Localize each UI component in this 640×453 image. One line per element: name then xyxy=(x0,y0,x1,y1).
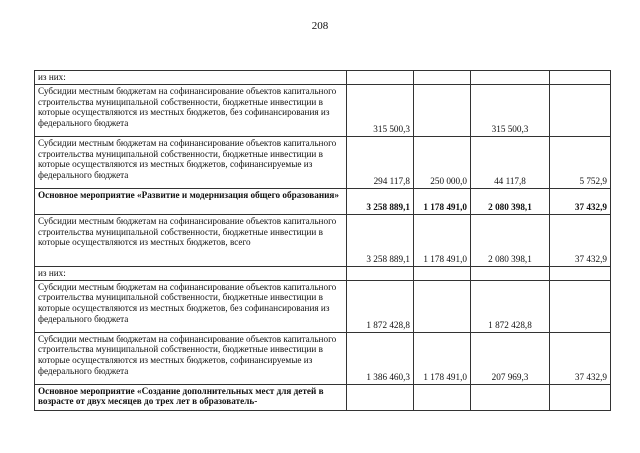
cell-regional: 1 872 428,8 xyxy=(471,280,550,332)
cell-local xyxy=(550,266,611,280)
cell-local xyxy=(550,384,611,410)
cell-federal: 1 178 491,0 xyxy=(414,214,471,266)
row-label: Субсидии местным бюджетам на софинансирование объектов капитального строительства муниципальной собственности, бюджетные инвестиции в которые осуществляются из местных бюджетов, софинансируемые из федерального бюджета xyxy=(35,332,347,384)
table-row xyxy=(35,332,611,384)
cell-total: 1 872 428,8 xyxy=(347,280,414,332)
cell-federal xyxy=(414,384,471,410)
row-label: из них: xyxy=(35,71,347,85)
cell-total: 315 500,3 xyxy=(347,84,414,136)
cell-federal xyxy=(414,71,471,85)
row-label: Субсидии местным бюджетам на софинансирование объектов капитального строительства муниципальной собственности, бюджетные инвестиции в которые осуществляются из местных бюджетов, без софинансирования из федерального бюджета xyxy=(35,280,347,332)
cell-local: 5 752,9 xyxy=(550,136,611,188)
row-label: из них: xyxy=(35,266,347,280)
cell-regional: 315 500,3 xyxy=(471,84,550,136)
row-label: Основное мероприятие «Создание дополнительных мест для детей в возрасте от двух месяцев до трех лет в образователь- xyxy=(35,384,347,410)
cell-federal: 1 178 491,0 xyxy=(414,332,471,384)
cell-total: 3 258 889,1 xyxy=(347,214,414,266)
row-label: Основное мероприятие «Развитие и модернизация общего образования» xyxy=(35,188,347,214)
table-row xyxy=(35,71,611,85)
cell-local: 37 432,9 xyxy=(550,214,611,266)
cell-total: 3 258 889,1 xyxy=(347,188,414,214)
page-bottom-margin xyxy=(34,412,610,453)
cell-local: 37 432,9 xyxy=(550,332,611,384)
cell-regional xyxy=(471,71,550,85)
cell-regional xyxy=(471,266,550,280)
row-label: Субсидии местным бюджетам на софинансирование объектов капитального строительства муниципальной собственности, бюджетные инвестиции в которые осуществляются из местных бюджетов, всего xyxy=(35,214,347,266)
table-row xyxy=(35,384,611,410)
table-row xyxy=(35,84,611,136)
cell-regional: 44 117,8 xyxy=(471,136,550,188)
cell-federal: 1 178 491,0 xyxy=(414,188,471,214)
cell-federal: 250 000,0 xyxy=(414,136,471,188)
cell-federal xyxy=(414,266,471,280)
cell-total xyxy=(347,384,414,410)
table-row xyxy=(35,136,611,188)
cell-total: 1 386 460,3 xyxy=(347,332,414,384)
row-label: Субсидии местным бюджетам на софинансирование объектов капитального строительства муниципальной собственности, бюджетные инвестиции в которые осуществляются из местных бюджетов, без софинансирования из федерального бюджета xyxy=(35,84,347,136)
cell-local: 37 432,9 xyxy=(550,188,611,214)
cell-regional xyxy=(471,384,550,410)
table-row xyxy=(35,214,611,266)
cell-total xyxy=(347,71,414,85)
cell-local xyxy=(550,84,611,136)
budget-table xyxy=(34,70,611,411)
cell-federal xyxy=(414,84,471,136)
cell-local xyxy=(550,280,611,332)
cell-regional: 2 080 398,1 xyxy=(471,188,550,214)
cell-federal xyxy=(414,280,471,332)
row-label: Субсидии местным бюджетам на софинансирование объектов капитального строительства муниципальной собственности, бюджетные инвестиции в которые осуществляются из местных бюджетов, софинансируемые из федерального бюджета xyxy=(35,136,347,188)
cell-local xyxy=(550,71,611,85)
cell-regional: 2 080 398,1 xyxy=(471,214,550,266)
table-row xyxy=(35,188,611,214)
cell-total xyxy=(347,266,414,280)
table-row xyxy=(35,280,611,332)
page-number: 208 xyxy=(311,20,329,32)
table-row xyxy=(35,266,611,280)
cell-regional: 207 969,3 xyxy=(471,332,550,384)
cell-total: 294 117,8 xyxy=(347,136,414,188)
